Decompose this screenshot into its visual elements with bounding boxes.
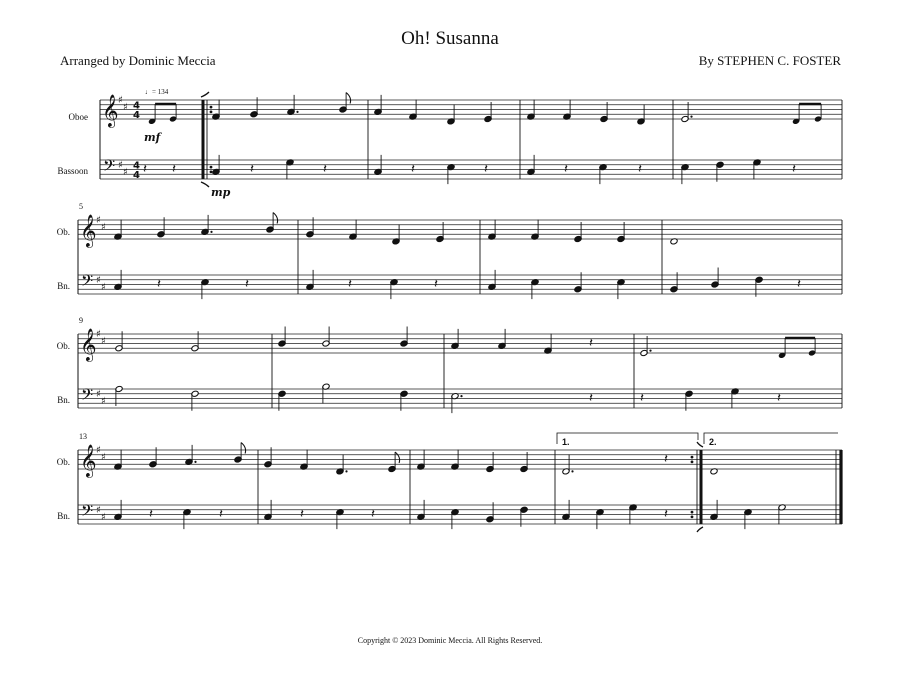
repeat-dot [691, 511, 694, 514]
quarter-rest-icon: 𝄽 [411, 162, 415, 177]
volta-label-second: 2. [709, 437, 717, 447]
time-signature-icon: 4 [133, 160, 140, 172]
sharp-icon: ♯ [123, 166, 128, 178]
bass-clef-icon: 𝄢 [103, 157, 116, 179]
repeat-bracket-bottom [697, 527, 703, 532]
quarter-rest-icon: 𝄽 [638, 162, 642, 177]
quarter-rest-icon: 𝄽 [245, 277, 249, 292]
quarter-rest-icon: 𝄽 [371, 507, 375, 522]
augmentation-dot [210, 231, 212, 233]
quarter-rest-icon: 𝄽 [564, 162, 568, 177]
augmentation-dot [345, 470, 347, 472]
quarter-rest-icon: 𝄽 [434, 277, 438, 292]
repeat-bracket-bottom [201, 182, 209, 187]
repeat-dot [210, 106, 213, 109]
instrument-label-bassoon: Bassoon [57, 166, 88, 176]
sharp-icon: ♯ [96, 445, 101, 456]
repeat-dot [210, 166, 213, 169]
quarter-rest-icon: 𝄽 [143, 162, 147, 177]
repeat-bracket-top [697, 442, 703, 447]
dynamic-oboe: mf [144, 131, 161, 144]
augmentation-dot [194, 461, 196, 463]
augmentation-dot [460, 395, 462, 397]
instrument-label-bassoon-short: Bn. [57, 395, 70, 405]
augmentation-dot [649, 350, 651, 352]
dynamic-bassoon: mp [211, 186, 231, 199]
volta-bracket-first [557, 433, 698, 444]
augmentation-dot [296, 111, 298, 113]
instrument-label-bassoon-short: Bn. [57, 281, 70, 291]
sharp-icon: ♯ [118, 159, 123, 171]
quarter-rest-icon: 𝄽 [323, 162, 327, 177]
time-signature-icon: 4 [133, 100, 140, 112]
bass-clef-icon: 𝄢 [81, 272, 94, 294]
augmentation-dot [690, 116, 692, 118]
sharp-icon: ♯ [101, 222, 106, 234]
instrument-label-oboe-short: Ob. [56, 227, 70, 237]
note-flag [273, 213, 278, 224]
quarter-rest-icon: 𝄽 [250, 162, 254, 177]
composer-credit: By STEPHEN C. FOSTER [698, 53, 841, 68]
volta-bracket-second [704, 433, 838, 444]
quarter-rest-icon: 𝄽 [777, 391, 781, 406]
sharp-icon: ♯ [96, 388, 101, 400]
time-signature-icon: 4 [133, 170, 140, 181]
sharp-icon: ♯ [96, 504, 101, 516]
sharp-icon: ♯ [123, 102, 128, 114]
sharp-icon: ♯ [96, 274, 101, 286]
quarter-rest-icon: 𝄽 [640, 391, 644, 406]
quarter-rest-icon: 𝄽 [589, 336, 593, 351]
quarter-rest-icon: 𝄽 [149, 507, 153, 522]
augmentation-dot [571, 470, 573, 472]
sharp-icon: ♯ [101, 281, 106, 293]
quarter-rest-icon: 𝄽 [484, 162, 488, 177]
measure-number: 13 [79, 432, 87, 441]
repeat-dot [210, 170, 213, 173]
sharp-icon: ♯ [101, 511, 106, 523]
treble-clef-icon: 𝄞 [80, 444, 97, 477]
sharp-icon: ♯ [96, 215, 101, 226]
note-flag [241, 443, 246, 454]
copyright-notice: Copyright © 2023 Dominic Meccia. All Rights Reserved. [357, 636, 543, 645]
repeat-dot [691, 515, 694, 518]
sharp-icon: ♯ [96, 329, 101, 340]
sharp-icon: ♯ [101, 395, 106, 407]
quarter-rest-icon: 𝄽 [300, 507, 304, 522]
quarter-rest-icon: 𝄽 [797, 277, 801, 292]
quarter-rest-icon: 𝄽 [219, 507, 223, 522]
measure-number: 9 [79, 316, 83, 325]
instrument-label-oboe-short: Ob. [56, 457, 70, 467]
note-flag [395, 452, 400, 463]
measure-number: 5 [79, 202, 83, 211]
repeat-bracket-top [201, 92, 209, 97]
arranger-credit: Arranged by Dominic Meccia [60, 53, 216, 68]
volta-label-first: 1. [562, 437, 570, 447]
repeat-dot [210, 110, 213, 113]
instrument-label-oboe: Oboe [68, 112, 88, 122]
repeat-dot [691, 456, 694, 459]
treble-clef-icon: 𝄞 [80, 214, 97, 247]
quarter-rest-icon: 𝄽 [589, 391, 593, 406]
treble-clef-icon: 𝄞 [80, 328, 97, 361]
treble-clef-icon: 𝄞 [102, 94, 119, 127]
sharp-icon: ♯ [101, 336, 106, 348]
sharp-icon: ♯ [118, 95, 123, 106]
quarter-rest-icon: 𝄽 [664, 507, 668, 522]
quarter-rest-icon: 𝄽 [157, 277, 161, 292]
bass-clef-icon: 𝄢 [81, 386, 94, 408]
quarter-rest-icon: 𝄽 [172, 162, 176, 177]
instrument-label-bassoon-short: Bn. [57, 511, 70, 521]
sharp-icon: ♯ [101, 452, 106, 464]
score-title: Oh! Susanna [401, 28, 499, 49]
quarter-rest-icon: 𝄽 [792, 162, 796, 177]
repeat-dot [691, 460, 694, 463]
tempo-marking: ♩= 134 [145, 88, 169, 96]
quarter-rest-icon: 𝄽 [664, 452, 668, 467]
bass-clef-icon: 𝄢 [81, 502, 94, 524]
note-flag [346, 93, 351, 104]
instrument-label-oboe-short: Ob. [56, 341, 70, 351]
time-signature-icon: 4 [133, 110, 140, 121]
quarter-rest-icon: 𝄽 [348, 277, 352, 292]
